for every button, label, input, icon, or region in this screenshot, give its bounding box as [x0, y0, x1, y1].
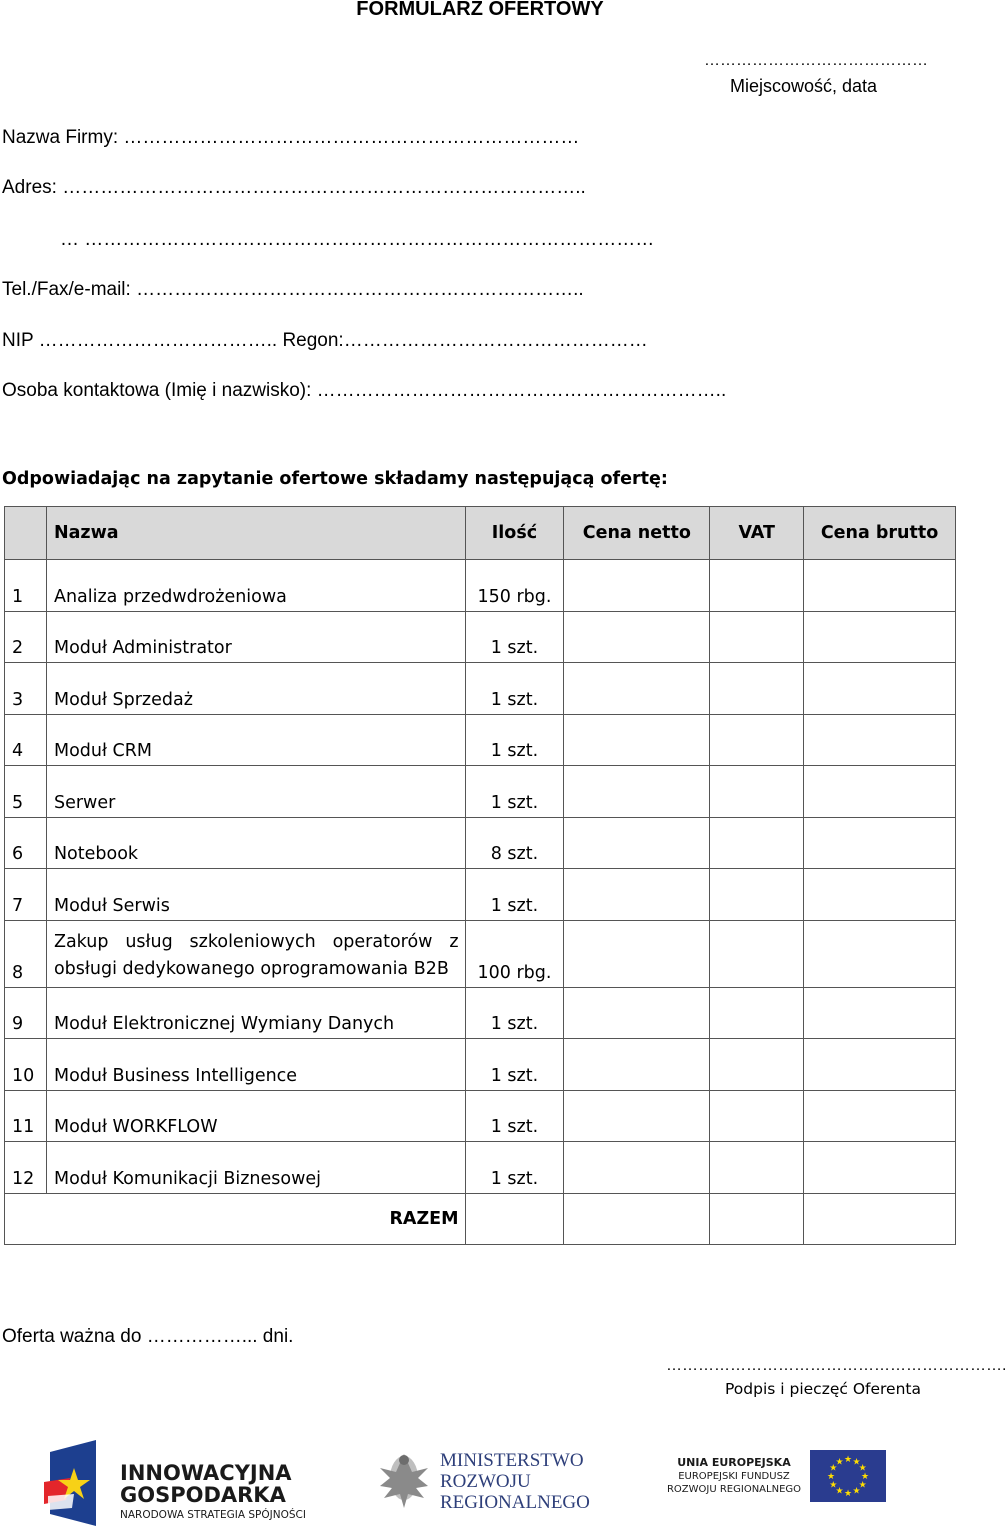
date-placeholder-dots: ……………………………………	[704, 52, 928, 69]
row-name: Moduł Sprzedaż	[46, 663, 465, 715]
row-qty: 1 szt.	[465, 869, 564, 921]
ministerstwo-logo	[376, 1448, 596, 1514]
row-qty: 100 rbg.	[465, 920, 564, 987]
row-num: 12	[5, 1142, 47, 1194]
table-header-row	[5, 507, 956, 560]
row-vat	[710, 987, 804, 1039]
signature-label: Podpis i pieczęć Oferenta	[725, 1380, 921, 1398]
eagle-emblem-icon	[380, 1454, 428, 1508]
row-vat	[710, 869, 804, 921]
row-qty: 1 szt.	[465, 1142, 564, 1194]
row-vat	[710, 1039, 804, 1091]
header-num	[5, 507, 47, 560]
table-row	[5, 869, 956, 921]
total-qty	[465, 1193, 564, 1244]
row-num: 4	[5, 714, 47, 766]
row-qty: 1 szt.	[465, 714, 564, 766]
offer-table	[4, 506, 956, 1245]
table-row	[5, 1039, 956, 1091]
table-row	[5, 766, 956, 818]
row-gross	[804, 1039, 956, 1091]
row-net	[564, 920, 710, 987]
min-line3: REGIONALNEGO	[440, 1492, 590, 1513]
row-qty: 1 szt.	[465, 663, 564, 715]
row-name: Notebook	[46, 817, 465, 869]
row-name: Moduł CRM	[46, 714, 465, 766]
row-net	[564, 766, 710, 818]
row-net	[564, 1039, 710, 1091]
total-row	[5, 1193, 956, 1244]
eu-star-icon: ★	[835, 1456, 844, 1467]
row-num: 3	[5, 663, 47, 715]
row-num: 2	[5, 611, 47, 663]
row-name: Moduł Serwis	[46, 869, 465, 921]
row-vat	[710, 611, 804, 663]
row-vat	[710, 1142, 804, 1194]
table-row	[5, 714, 956, 766]
row-net	[564, 817, 710, 869]
table-row	[5, 1090, 956, 1142]
row-gross	[804, 869, 956, 921]
row-num: 11	[5, 1090, 47, 1142]
document-title: FORMULARZ OFERTOWY	[356, 0, 604, 20]
header-qty: Ilość	[465, 507, 564, 560]
row-net	[564, 611, 710, 663]
row-num: 10	[5, 1039, 47, 1091]
ig-line2: GOSPODARKA	[120, 1483, 286, 1507]
row-name: Moduł Komunikacji Biznesowej	[46, 1142, 465, 1194]
row-name: Moduł Administrator	[46, 611, 465, 663]
table-row	[5, 920, 956, 987]
eu-star-icon: ★	[843, 1488, 853, 1498]
row-gross	[804, 766, 956, 818]
date-label: Miejscowość, data	[730, 76, 878, 96]
row-num: 5	[5, 766, 47, 818]
table-row	[5, 611, 956, 663]
ig-line3: NARODOWA STRATEGIA SPÓJNOŚCI	[120, 1509, 306, 1521]
row-name: Moduł Elektronicznej Wymiany Danych	[46, 987, 465, 1039]
row-name: Zakup usług szkoleniowych operatorów z obsługi dedykowanego oprogramowania B2B	[46, 920, 465, 987]
eu-line3: ROZWOJU REGIONALNEGO	[666, 1484, 802, 1495]
eu-star-icon: ★	[826, 1471, 836, 1481]
row-vat	[710, 920, 804, 987]
row-qty: 1 szt.	[465, 611, 564, 663]
row-net	[564, 869, 710, 921]
ig-flag-white	[48, 1494, 74, 1510]
address-line2-field: … ………………………………………………………………………………	[60, 229, 655, 250]
row-qty: 1 szt.	[465, 1039, 564, 1091]
row-name: Moduł Business Intelligence	[46, 1039, 465, 1091]
row-qty: 8 szt.	[465, 817, 564, 869]
nip-regon-field: NIP ……………………………….. Regon:…………………………………………	[2, 330, 648, 351]
contact-field: Tel./Fax/e-mail: ……………………………………………………………..	[2, 279, 584, 300]
row-vat	[710, 1090, 804, 1142]
eu-star-icon: ★	[829, 1462, 838, 1473]
row-qty: 1 szt.	[465, 987, 564, 1039]
table-row	[5, 663, 956, 715]
table-row	[5, 817, 956, 869]
row-net	[564, 1090, 710, 1142]
row-gross	[804, 920, 956, 987]
row-qty: 150 rbg.	[465, 560, 564, 612]
offer-valid-until: Oferta ważna do ……………... dni.	[2, 1326, 294, 1347]
row-net	[564, 560, 710, 612]
contact-person-field: Osoba kontaktowa (Imię i nazwisko): ………………………………………………………..	[2, 380, 727, 401]
row-num: 1	[5, 560, 47, 612]
row-net	[564, 1142, 710, 1194]
eu-star-icon: ★	[835, 1485, 844, 1496]
row-name: Serwer	[46, 766, 465, 818]
header-net: Cena netto	[564, 507, 710, 560]
header-vat: VAT	[710, 507, 804, 560]
address-field: Adres: ………………………………………………………………………..	[2, 177, 586, 198]
eu-star-icon: ★	[858, 1462, 867, 1473]
row-net	[564, 987, 710, 1039]
eu-star-icon: ★	[852, 1485, 861, 1496]
eu-star-icon: ★	[858, 1479, 867, 1490]
row-num: 8	[5, 920, 47, 987]
signature-dots: ……………………………………………………….	[666, 1357, 1006, 1374]
ig-line1: INNOWACYJNA	[120, 1461, 292, 1485]
eu-star-icon: ★	[852, 1456, 861, 1467]
innowacyjna-gospodarka-logo	[44, 1438, 314, 1528]
row-gross	[804, 1090, 956, 1142]
row-vat	[710, 663, 804, 715]
eu-line1: UNIA EUROPEJSKA	[677, 1456, 791, 1469]
total-vat	[710, 1193, 804, 1244]
total-label: RAZEM	[5, 1193, 466, 1244]
eu-star-icon: ★	[843, 1454, 853, 1464]
row-qty: 1 szt.	[465, 1090, 564, 1142]
row-num: 9	[5, 987, 47, 1039]
row-net	[564, 663, 710, 715]
company-name-field: Nazwa Firmy: ………………………………………………………………	[2, 127, 580, 148]
eu-line2: EUROPEJSKI FUNDUSZ	[678, 1471, 790, 1482]
eu-star-icon: ★	[860, 1471, 870, 1481]
row-gross	[804, 987, 956, 1039]
row-gross	[804, 1142, 956, 1194]
table-row	[5, 1142, 956, 1194]
eu-logo	[668, 1446, 890, 1506]
row-gross	[804, 817, 956, 869]
row-gross	[804, 714, 956, 766]
table-row	[5, 987, 956, 1039]
total-gross	[804, 1193, 956, 1244]
table-row	[5, 560, 956, 612]
row-num: 6	[5, 817, 47, 869]
row-name: Moduł WORKFLOW	[46, 1090, 465, 1142]
row-vat	[710, 766, 804, 818]
row-num: 7	[5, 869, 47, 921]
eu-star-icon: ★	[829, 1479, 838, 1490]
row-vat	[710, 817, 804, 869]
row-vat	[710, 560, 804, 612]
total-net	[564, 1193, 710, 1244]
row-gross	[804, 560, 956, 612]
row-gross	[804, 611, 956, 663]
min-line1: MINISTERSTWO	[440, 1450, 584, 1471]
header-name: Nazwa	[46, 507, 465, 560]
row-qty: 1 szt.	[465, 766, 564, 818]
header-gross: Cena brutto	[804, 507, 956, 560]
row-name: Analiza przedwdrożeniowa	[46, 560, 465, 612]
row-vat	[710, 714, 804, 766]
offer-intro: Odpowiadając na zapytanie ofertowe składamy następującą ofertę:	[2, 469, 668, 489]
min-line2: ROZWOJU	[440, 1471, 531, 1492]
row-net	[564, 714, 710, 766]
row-gross	[804, 663, 956, 715]
